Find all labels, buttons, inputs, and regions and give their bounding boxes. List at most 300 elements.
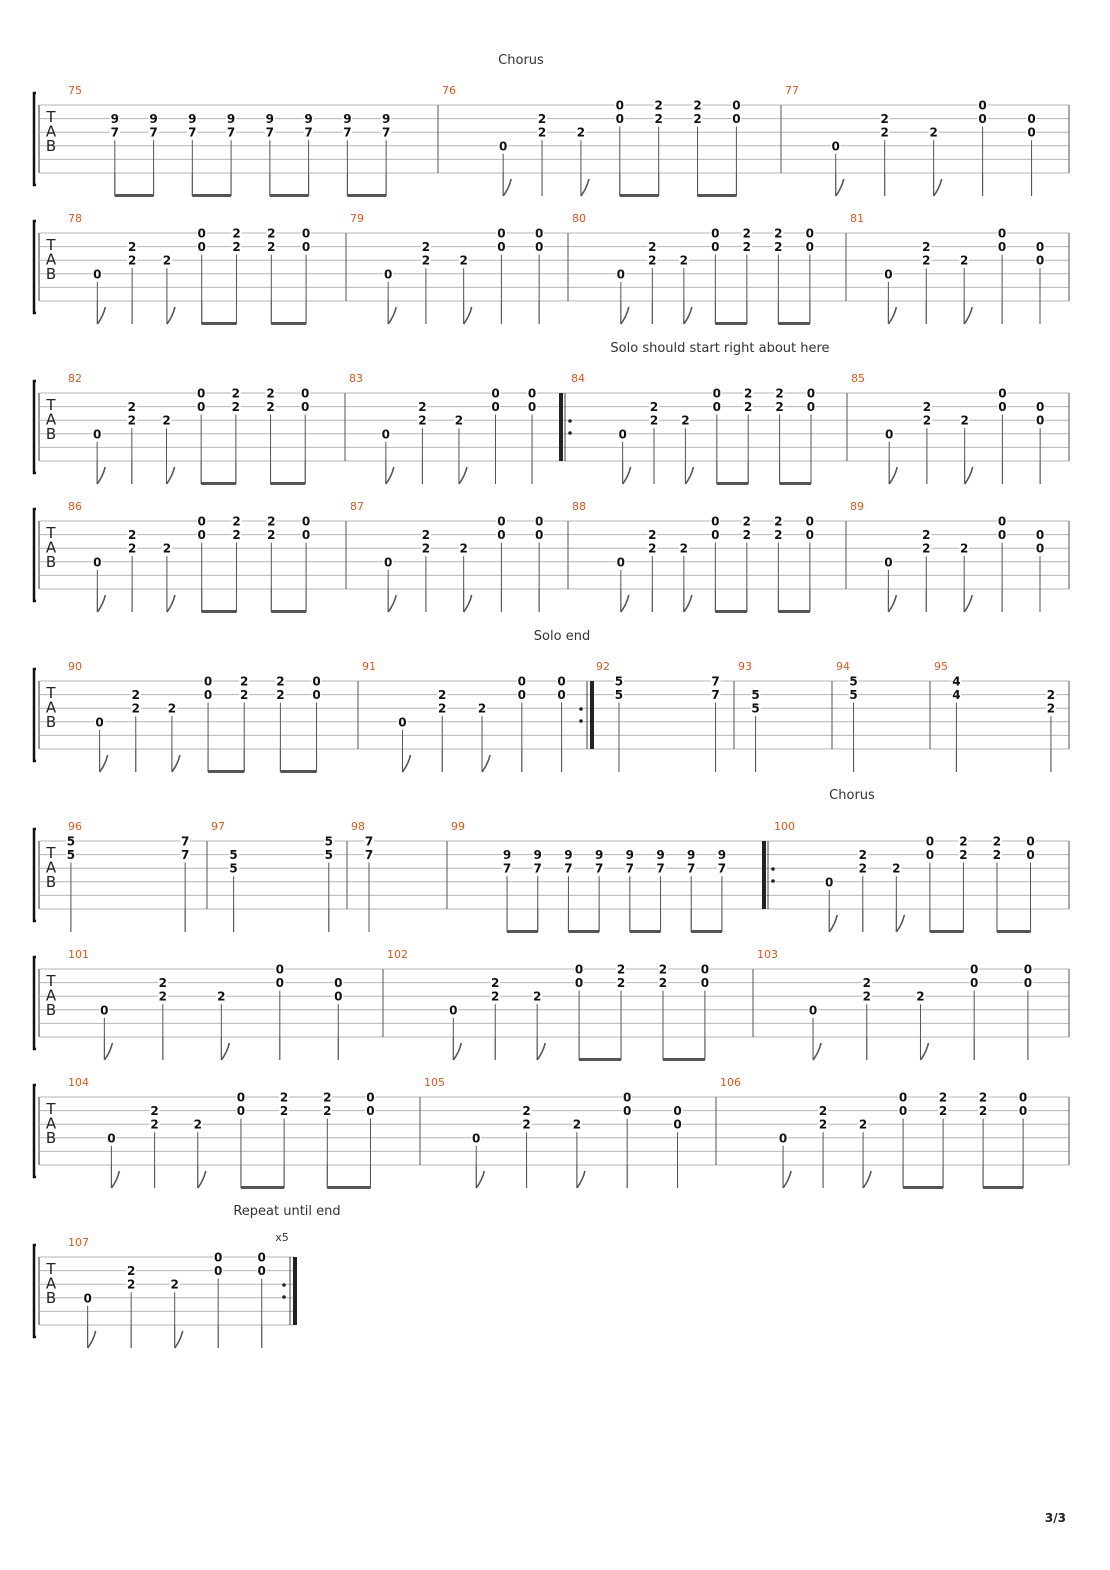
fret-number: 0	[197, 240, 206, 255]
fret-number: 2	[162, 541, 172, 556]
note-flag	[167, 307, 175, 324]
fret-number: 2	[862, 989, 871, 1004]
fret-number: 0	[925, 848, 935, 863]
fret-number: 2	[522, 1104, 531, 1119]
note-flag	[623, 467, 631, 484]
note-beam	[903, 1186, 943, 1189]
fret-number: 2	[454, 413, 464, 428]
fret-number: 2	[232, 226, 241, 241]
fret-number: 5	[751, 701, 760, 716]
fret-number: 0	[712, 386, 721, 401]
system-brace	[34, 829, 36, 921]
fret-number: 2	[131, 701, 140, 716]
note-flag	[836, 179, 844, 196]
note-flag	[388, 307, 396, 324]
fret-number: 2	[922, 240, 931, 255]
fret-number: 0	[808, 1003, 818, 1018]
fret-number: 0	[1026, 848, 1035, 863]
fret-number: 2	[459, 541, 468, 556]
note-flag	[888, 595, 896, 612]
note-beam	[270, 194, 309, 197]
note-beam	[778, 322, 810, 325]
fret-number: 2	[959, 848, 968, 863]
fret-number: 0	[236, 1090, 246, 1105]
fret-number: 2	[681, 413, 690, 428]
bar-number: 99	[451, 820, 465, 833]
fret-number: 2	[158, 976, 168, 991]
fret-number: 2	[922, 541, 931, 556]
note-beam	[507, 930, 538, 933]
repeat-dot	[568, 419, 572, 423]
note-flag	[577, 1171, 585, 1188]
tab-clef-letter: B	[45, 1001, 57, 1019]
tab-clef-letter: T	[46, 972, 56, 990]
fret-number: 0	[778, 1131, 788, 1146]
fret-number: 0	[997, 226, 1007, 241]
fret-number: 0	[366, 1090, 375, 1105]
bar-number: 100	[774, 820, 795, 833]
system-brace	[34, 221, 36, 313]
bar-number: 90	[68, 660, 82, 673]
note-flag	[863, 1171, 871, 1188]
system-brace	[34, 1085, 36, 1177]
fret-number: 2	[774, 528, 783, 543]
note-flag	[685, 467, 693, 484]
tab-clef-letter: A	[45, 250, 57, 269]
note-flag	[104, 1043, 112, 1060]
bar-number: 77	[785, 84, 799, 97]
repeat-dot	[579, 707, 583, 711]
fret-number: 0	[970, 976, 979, 991]
fret-number: 2	[266, 400, 275, 415]
fret-number: 2	[649, 400, 659, 415]
fret-number: 0	[997, 240, 1007, 255]
fret-number: 0	[100, 1003, 109, 1018]
note-beam	[271, 610, 306, 613]
fret-number: 0	[623, 1104, 632, 1119]
fret-number: 0	[997, 528, 1007, 543]
tab-clef-letter: B	[45, 553, 57, 571]
fret-number: 0	[806, 400, 816, 415]
fret-number: 2	[992, 848, 1002, 863]
fret-number: 0	[970, 962, 979, 977]
section-annotation: Solo should start right about here	[610, 341, 830, 356]
tab-clef-letter: B	[45, 265, 57, 283]
fret-number: 2	[167, 701, 177, 716]
repeat-dot	[579, 719, 583, 723]
fret-number: 9	[110, 112, 119, 127]
fret-number: 0	[472, 1131, 481, 1146]
note-flag	[453, 1043, 461, 1060]
fret-number: 2	[742, 240, 752, 255]
section-annotation: Solo end	[533, 629, 591, 644]
note-flag	[100, 755, 108, 772]
tab-clef-letter: T	[46, 236, 56, 254]
fret-number: 4	[952, 674, 961, 689]
fret-number: 0	[1035, 413, 1045, 428]
fret-number: 2	[438, 688, 447, 703]
fret-number: 0	[1035, 541, 1045, 556]
fret-number: 0	[93, 555, 102, 570]
tab-clef-letter: A	[45, 1274, 57, 1293]
note-beam	[778, 610, 810, 613]
note-flag	[920, 1043, 928, 1060]
fret-number: 9	[687, 848, 696, 863]
fret-number: 2	[960, 253, 969, 268]
fret-number: 0	[366, 1104, 375, 1119]
bar-number: 81	[850, 212, 864, 225]
fret-number: 2	[323, 1090, 332, 1105]
fret-number: 0	[1035, 253, 1045, 268]
fret-number: 0	[384, 555, 393, 570]
fret-number: 2	[858, 861, 867, 876]
bar-number: 96	[68, 820, 82, 833]
fret-number: 5	[849, 674, 858, 689]
fret-number: 2	[616, 976, 626, 991]
fret-number: 2	[960, 413, 969, 428]
fret-number: 2	[150, 1104, 159, 1119]
fret-number: 2	[231, 386, 241, 401]
fret-number: 2	[648, 528, 657, 543]
note-flag	[172, 755, 180, 772]
note-beam	[201, 482, 236, 485]
tab-clef-letter: A	[45, 986, 57, 1005]
section-annotation: Repeat until end	[233, 1204, 341, 1219]
fret-number: 2	[162, 253, 172, 268]
note-beam	[780, 482, 811, 485]
fret-number: 0	[557, 688, 566, 703]
repeat-dot	[282, 1283, 286, 1287]
fret-number: 0	[257, 1264, 266, 1279]
fret-number: 2	[127, 253, 137, 268]
tab-clef-letter: A	[45, 410, 57, 429]
note-flag	[97, 307, 105, 324]
section-annotation: Chorus	[498, 53, 544, 68]
bar-number: 89	[850, 500, 864, 513]
fret-number: 0	[517, 674, 526, 689]
fret-number: 0	[805, 514, 815, 529]
note-flag	[829, 915, 837, 932]
fret-number: 9	[343, 112, 352, 127]
fret-number: 2	[522, 1117, 531, 1132]
fret-number: 2	[892, 861, 901, 876]
fret-number: 0	[203, 688, 213, 703]
fret-number: 0	[301, 514, 311, 529]
fret-number: 0	[312, 674, 321, 689]
note-flag	[459, 467, 467, 484]
note-flag	[684, 595, 692, 612]
fret-number: 2	[744, 386, 753, 401]
fret-number: 2	[880, 125, 889, 140]
fret-number: 0	[1027, 125, 1036, 140]
fret-number: 2	[858, 848, 867, 863]
fret-number: 0	[197, 514, 206, 529]
bar-number: 88	[572, 500, 586, 513]
repeat-dot	[771, 879, 775, 883]
fret-number: 2	[880, 112, 889, 127]
section-annotation: Chorus	[829, 788, 875, 803]
note-beam	[280, 770, 316, 773]
note-beam	[568, 930, 599, 933]
fret-number: 2	[421, 253, 431, 268]
fret-number: 2	[267, 528, 276, 543]
fret-number: 0	[574, 976, 584, 991]
note-flag	[464, 307, 472, 324]
bar-number: 97	[211, 820, 225, 833]
fret-number: 2	[127, 400, 136, 415]
fret-number: 2	[127, 528, 137, 543]
fret-number: 2	[323, 1104, 332, 1119]
fret-number: 2	[742, 528, 752, 543]
fret-number: 0	[214, 1250, 223, 1265]
fret-number: 2	[131, 688, 140, 703]
repeat-end-thick-line	[590, 681, 594, 749]
fret-number: 7	[564, 861, 573, 876]
fret-number: 0	[236, 1104, 246, 1119]
fret-number: 2	[127, 240, 137, 255]
note-flag	[388, 595, 396, 612]
tab-clef-letter: T	[46, 844, 56, 862]
fret-number: 4	[952, 688, 961, 703]
fret-number: 0	[623, 1090, 632, 1105]
bar-number: 102	[387, 948, 408, 961]
note-flag	[111, 1171, 119, 1188]
fret-number: 7	[265, 125, 275, 140]
fret-number: 2	[438, 701, 447, 716]
fret-number: 2	[775, 400, 784, 415]
fret-number: 0	[301, 240, 311, 255]
note-flag	[464, 595, 472, 612]
fret-number: 9	[594, 848, 604, 863]
tab-clef-letter: B	[45, 713, 57, 731]
fret-number: 0	[673, 1117, 682, 1132]
fret-number: 0	[700, 976, 710, 991]
fret-number: 2	[648, 253, 657, 268]
bar-number: 98	[351, 820, 365, 833]
fret-number: 2	[572, 1117, 582, 1132]
fret-number: 2	[276, 688, 285, 703]
fret-number: 0	[1018, 1090, 1028, 1105]
fret-number: 0	[301, 528, 311, 543]
fret-number: 2	[693, 98, 702, 113]
bar-number: 86	[68, 500, 82, 513]
fret-number: 0	[711, 514, 720, 529]
fret-number: 5	[324, 834, 333, 849]
fret-number: 2	[938, 1090, 948, 1105]
note-beam	[997, 930, 1031, 933]
fret-number: 2	[421, 541, 431, 556]
bar-number: 85	[851, 372, 865, 385]
fret-number: 2	[276, 674, 285, 689]
fret-number: 0	[107, 1131, 116, 1146]
note-beam	[271, 482, 306, 485]
fret-number: 7	[364, 834, 374, 849]
repeat-start-thick-line	[559, 393, 563, 461]
fret-number: 0	[925, 834, 935, 849]
fret-number: 2	[978, 1090, 988, 1105]
fret-number: 0	[1018, 1104, 1028, 1119]
note-flag	[621, 307, 629, 324]
note-flag	[482, 755, 490, 772]
fret-number: 2	[960, 541, 969, 556]
fret-number: 2	[658, 976, 668, 991]
fret-number: 0	[1023, 962, 1033, 977]
tab-clef-letter: T	[46, 1100, 56, 1118]
fret-number: 0	[898, 1090, 908, 1105]
fret-number: 0	[301, 226, 311, 241]
fret-number: 0	[1023, 976, 1033, 991]
tab-clef-letter: T	[46, 684, 56, 702]
fret-number: 2	[959, 834, 968, 849]
tab-clef-letter: T	[46, 1260, 56, 1278]
fret-number: 7	[717, 861, 727, 876]
fret-number: 2	[491, 976, 500, 991]
fret-number: 2	[279, 1104, 289, 1119]
fret-number: 9	[533, 848, 542, 863]
repeat-count: x5	[275, 1231, 289, 1244]
fret-number: 2	[267, 240, 276, 255]
fret-number: 2	[922, 400, 932, 415]
tab-clef-letter: T	[46, 524, 56, 542]
bar-number: 101	[68, 948, 89, 961]
fret-number: 0	[95, 715, 104, 730]
fret-number: 0	[527, 386, 537, 401]
repeat-dot	[282, 1295, 286, 1299]
bar-number: 95	[934, 660, 948, 673]
fret-number: 7	[188, 125, 197, 140]
fret-number: 2	[978, 1104, 988, 1119]
fret-number: 5	[66, 848, 76, 863]
bar-number: 87	[350, 500, 364, 513]
note-beam	[202, 322, 237, 325]
fret-number: 5	[324, 848, 333, 863]
fret-number: 0	[312, 688, 321, 703]
fret-number: 0	[301, 386, 310, 401]
tab-clef-letter: A	[45, 858, 57, 877]
fret-number: 2	[421, 240, 431, 255]
fret-number: 2	[127, 413, 136, 428]
fret-number: 0	[615, 112, 624, 127]
fret-number: 2	[742, 514, 752, 529]
note-flag	[581, 179, 589, 196]
fret-number: 2	[126, 1277, 136, 1292]
note-flag	[934, 179, 942, 196]
repeat-dot	[771, 867, 775, 871]
fret-number: 2	[127, 541, 137, 556]
fret-number: 2	[929, 125, 938, 140]
fret-number: 2	[266, 386, 275, 401]
fret-number: 0	[83, 1291, 92, 1306]
fret-number: 7	[364, 848, 374, 863]
fret-number: 9	[149, 112, 158, 127]
tab-clef-letter: B	[45, 425, 57, 443]
bar-number: 106	[720, 1076, 741, 1089]
fret-number: 7	[594, 861, 604, 876]
note-flag	[175, 1331, 183, 1348]
fret-number: 2	[992, 834, 1002, 849]
fret-number: 9	[502, 848, 512, 863]
fret-number: 2	[279, 1090, 289, 1105]
fret-number: 2	[491, 989, 500, 1004]
note-flag	[167, 595, 175, 612]
fret-number: 0	[711, 240, 720, 255]
fret-number: 2	[421, 528, 431, 543]
fret-number: 7	[304, 125, 313, 140]
fret-number: 9	[304, 112, 313, 127]
bar-number: 104	[68, 1076, 89, 1089]
note-flag	[221, 1043, 229, 1060]
system-brace	[34, 1245, 36, 1337]
fret-number: 0	[978, 98, 987, 113]
note-beam	[930, 930, 964, 933]
bar-number: 92	[596, 660, 610, 673]
fret-number: 0	[197, 226, 206, 241]
bar-number: 94	[836, 660, 850, 673]
fret-number: 9	[717, 848, 727, 863]
fret-number: 0	[381, 427, 391, 442]
fret-number: 7	[687, 861, 696, 876]
fret-number: 2	[232, 528, 241, 543]
fret-number: 5	[229, 861, 238, 876]
fret-number: 0	[517, 688, 526, 703]
fret-number: 0	[825, 875, 834, 890]
note-flag	[965, 467, 973, 484]
fret-number: 0	[534, 240, 544, 255]
bar-number: 84	[571, 372, 585, 385]
tab-clef-letter: A	[45, 1114, 57, 1133]
fret-number: 7	[180, 848, 190, 863]
fret-number: 0	[557, 674, 566, 689]
fret-number: 0	[673, 1104, 682, 1119]
fret-number: 0	[275, 976, 284, 991]
fret-number: 9	[381, 112, 391, 127]
note-flag	[386, 467, 394, 484]
fret-number: 0	[805, 226, 815, 241]
bar-number: 91	[362, 660, 376, 673]
fret-number: 2	[240, 688, 249, 703]
fret-number: 0	[615, 98, 624, 113]
system-brace	[34, 509, 36, 601]
fret-number: 0	[978, 112, 987, 127]
fret-number: 0	[805, 240, 815, 255]
fret-number: 0	[806, 386, 816, 401]
fret-number: 2	[654, 112, 663, 127]
fret-number: 2	[477, 701, 487, 716]
fret-number: 7	[656, 861, 665, 876]
fret-number: 0	[574, 962, 584, 977]
fret-number: 0	[214, 1264, 223, 1279]
fret-number: 0	[831, 139, 840, 154]
fret-number: 2	[922, 413, 932, 428]
note-beam	[271, 322, 306, 325]
fret-number: 7	[381, 125, 391, 140]
system-brace	[34, 381, 36, 473]
note-flag	[888, 307, 896, 324]
fret-number: 2	[232, 514, 241, 529]
note-beam	[579, 1058, 621, 1061]
repeat-dot	[568, 431, 572, 435]
note-beam	[327, 1186, 370, 1189]
fret-number: 9	[226, 112, 236, 127]
bar-number: 105	[424, 1076, 445, 1089]
fret-number: 0	[301, 400, 310, 415]
system-brace	[34, 93, 36, 185]
tab-clef-letter: A	[45, 538, 57, 557]
page-number: 3/3	[1044, 1511, 1066, 1525]
fret-number: 0	[805, 528, 815, 543]
note-flag	[783, 1171, 791, 1188]
note-flag	[684, 307, 692, 324]
